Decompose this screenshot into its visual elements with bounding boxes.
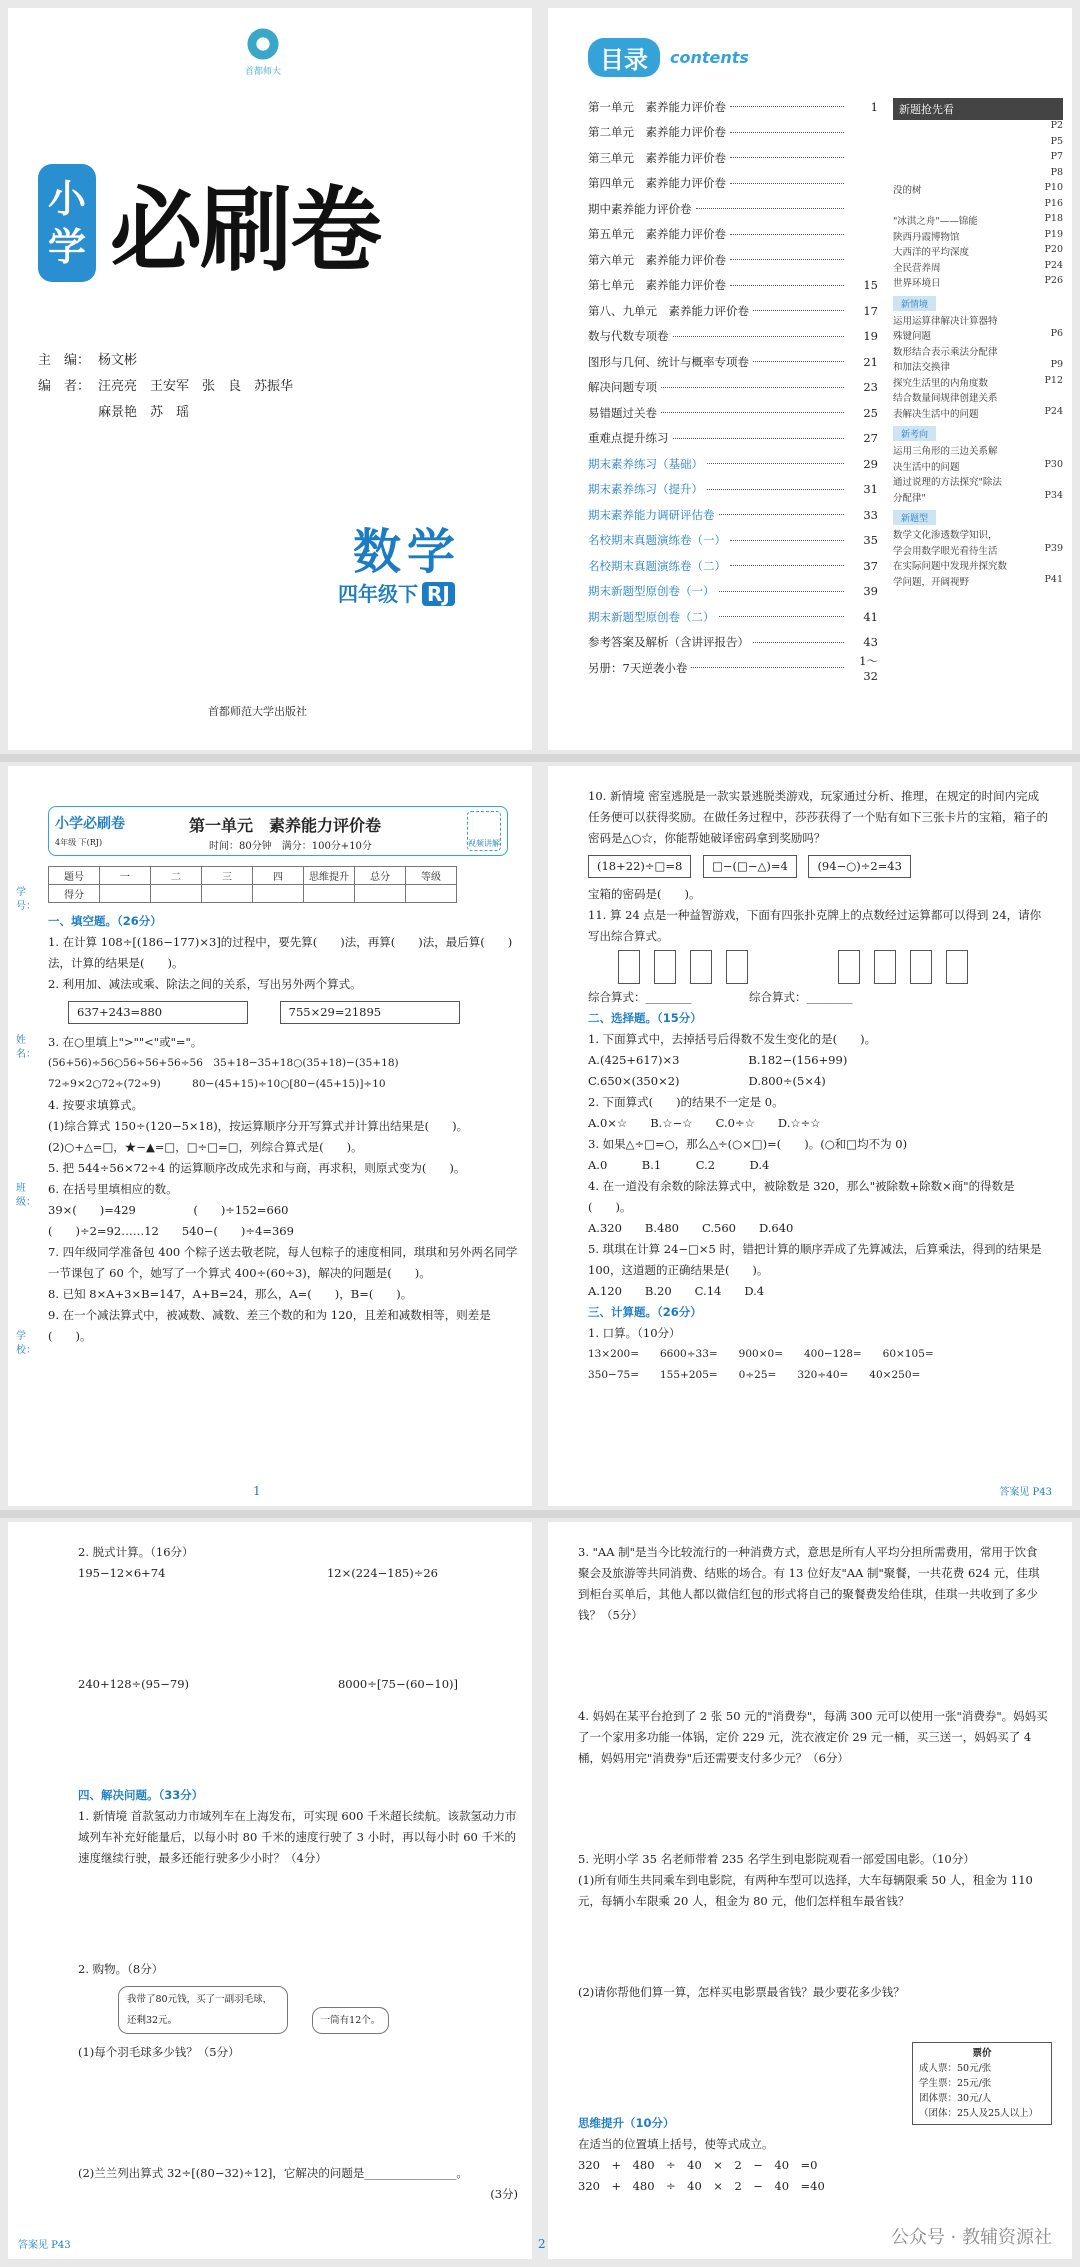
toc-item-page: 29 — [863, 456, 878, 471]
side-label: 学号： — [16, 887, 36, 912]
toc-dots — [707, 489, 844, 490]
toc-item-title: 期末新题型原创卷（一） — [588, 584, 715, 599]
tag-new-type: 新题型 — [893, 510, 936, 525]
question: 1. 在计算 108÷[(186−177)×3]的过程中，要先算( )法，再算( )法，最后算( )法，计算的结果是( )。 — [48, 935, 513, 970]
toc-highlight-row — [893, 359, 1063, 375]
exam-page-4 — [548, 1522, 1072, 2259]
highlight-text: 在实际问题中发现并探究数 — [893, 561, 1008, 572]
speech-bubble: 我带了80元钱，买了一副羽毛球，还剩32元。 — [118, 1986, 288, 2034]
equation-box: 755×29=21895 — [280, 1001, 460, 1024]
choices: A.0 B.1 C.2 D.4 — [588, 1158, 770, 1172]
toc-highlight-row — [893, 390, 1063, 406]
toc-item-title: 第五单元 素养能力评价卷 — [588, 227, 726, 242]
toc-highlight-row — [893, 490, 1063, 506]
toc-item[interactable] — [588, 94, 878, 120]
question: 5. 把 544÷56×72÷4 的运算顺序改成先求和与商，再求积，则原式变为( )。 — [48, 1161, 466, 1175]
card-icon — [690, 950, 712, 984]
question: 4. 妈妈在某平台抢到了 2 张 50 元的"消费券"，每满 300 元可以使用一张"消费券"。妈妈买了一个家用多功能一体锅，定价 229 元，洗衣液定价 29 元一桶，买三送一，妈妈买了 4 桶，妈妈用完"消费券"后还需要支付多少元？（6分） — [578, 1709, 1048, 1765]
highlight-page: P5 — [1050, 135, 1063, 147]
toc-item-title: 期中素养能力评价卷 — [588, 201, 692, 216]
toc-highlight-row — [893, 344, 1063, 360]
toc-item[interactable] — [588, 273, 878, 299]
question: 在适当的位置填上括号，使等式成立。 — [578, 2137, 774, 2151]
equation-box: 637+243=880 — [68, 1001, 248, 1024]
flower-icon — [245, 26, 281, 62]
score-header: 等级 — [406, 867, 457, 885]
question: 1. 新情境 首款氢动力市域列车在上海发布，可实现 600 千米超长续航。该款氢动力市域列车补充好能量后，以每小时 80 千米的速度行驶了 3 小时，再以每小时 60 千米的速度继续行驶，最多还能行驶多少小时？（4分） — [78, 1809, 517, 1865]
toc-highlight-row — [893, 182, 1063, 198]
question: 4. 按要求填算式。 — [48, 1098, 144, 1112]
highlight-page: P41 — [1044, 573, 1063, 585]
expression: 195−12×6+74 — [78, 1566, 166, 1580]
toc-highlight-row — [893, 443, 1063, 459]
card-icon — [838, 950, 860, 984]
question-line: 39×( )=429 ( )÷152=660 — [48, 1203, 289, 1217]
highlight-page: P18 — [1044, 213, 1063, 224]
editors — [38, 348, 293, 426]
toc-highlight-row — [893, 229, 1063, 245]
highlight-text: 探究生活里的内角度数 — [893, 377, 989, 389]
toc-highlights — [893, 98, 1063, 589]
toc-item[interactable] — [588, 528, 878, 554]
toc-item-title: 重难点提升练习 — [588, 431, 669, 446]
brand-label: 小学必刷卷 — [55, 816, 125, 832]
highlight-text: 大西洋的平均深度 — [893, 247, 970, 258]
highlight-page: P26 — [1044, 275, 1063, 286]
question: 5. 琪琪在计算 24−□×5 时，错把计算的顺序弄成了先算减法，后算乘法，得到的结果是 100，这道题的正确结果是( )。 — [588, 1242, 1042, 1277]
poker-cards — [588, 947, 1048, 987]
question: 1. 下面算式中，去掉括号后得数不发生变化的是( )。 — [588, 1032, 877, 1046]
highlight-text: 殊键问题 — [893, 331, 932, 342]
questions — [78, 1542, 518, 2205]
editor-name: 杨文彬 — [98, 353, 138, 368]
highlight-text: 表解决生活中的问题 — [893, 408, 979, 420]
toc-dots — [696, 208, 845, 209]
toc-highlight-row — [893, 167, 1063, 183]
tag-new-context: 新情境 — [893, 296, 936, 311]
highlight-page: P19 — [1044, 228, 1063, 240]
toc-item-page: 39 — [863, 584, 878, 599]
toc-item-page: 35 — [863, 533, 878, 548]
highlight-text: 陕西丹霞博物馆 — [893, 231, 960, 243]
toc-highlight-row — [893, 260, 1063, 276]
toc-item[interactable] — [588, 553, 878, 579]
score-header: 思维提升 — [304, 867, 355, 885]
toc-item-page: 27 — [863, 431, 878, 446]
toc-item-title: 第二单元 素养能力评价卷 — [588, 125, 726, 140]
highlight-text: 数学文化渗透数学知识， — [893, 530, 998, 541]
toc-item[interactable] — [588, 324, 878, 350]
toc-item-page: 33 — [863, 507, 878, 522]
highlight-text: 没的树 — [893, 185, 922, 196]
toc-item-title: 易错题过关卷 — [588, 405, 657, 420]
card-icon — [874, 950, 896, 984]
toc-highlight-row — [893, 198, 1063, 214]
question-line: 72÷9×2○72÷(72÷9) 80−(45+15)÷10○[80−(45+15)]÷10 — [48, 1078, 386, 1090]
toc-highlight-row — [893, 406, 1063, 422]
score-note: (3分) — [490, 2187, 518, 2201]
new-question-badge: 新题抢先看 — [893, 98, 1063, 120]
ticket-line: （团体：25人及25人以上） — [919, 2108, 1039, 2119]
toc-item-title: 期末新题型原创卷（二） — [588, 609, 715, 624]
exam-page-3 — [8, 1522, 546, 2259]
toc-dots — [673, 438, 845, 439]
toc-item[interactable] — [588, 655, 878, 681]
section-title: 二、选择题。（15分） — [588, 1011, 702, 1025]
toc-highlight-row — [893, 136, 1063, 152]
highlight-page: P24 — [1044, 259, 1063, 271]
highlight-text: 和加法交换律 — [893, 362, 951, 373]
expression: 240+128÷(95−79) — [78, 1677, 190, 1691]
toc-item[interactable] — [588, 171, 878, 197]
highlight-text: 决生活中的问题 — [893, 461, 960, 473]
toc-highlight-row — [893, 313, 1063, 329]
authors-label: 编 者： — [38, 379, 91, 394]
questions — [588, 786, 1048, 1386]
toc-highlight-row — [893, 543, 1063, 559]
question: 3. 在○里填上">""<"或"="。 — [48, 1035, 203, 1049]
toc-highlight-row — [893, 244, 1063, 260]
student-info — [16, 886, 34, 1478]
equation: 320 + 480 ÷ 40 × 2 − 40 =40 — [578, 2179, 825, 2193]
edition-badge: RJ — [422, 582, 455, 606]
question: 2. 购物。（8分） — [78, 1962, 164, 1976]
question-line: 综合算式：________ 综合算式：________ — [588, 990, 853, 1004]
question: 11. 算 24 点是一种益智游戏，下面有四张扑克牌上的点数经过运算都可以得到 24，请你写出综合算式。 — [588, 908, 1042, 943]
toc-item[interactable] — [588, 247, 878, 273]
page-number: 2 — [538, 2237, 546, 2251]
highlight-text: 分配律" — [893, 492, 926, 504]
toc-item-page: 17 — [863, 303, 878, 318]
highlight-text: 数形结合表示乘法分配律 — [893, 346, 998, 358]
toc-highlight-row — [893, 459, 1063, 475]
score-header: 四 — [253, 867, 304, 885]
publisher-name: 首都师范大学出版社 — [208, 705, 307, 718]
question-line: 350−75= 155+205= 0÷25= 320÷40= 40×250= — [588, 1369, 921, 1381]
toc-item-page: 1 — [870, 99, 878, 114]
highlight-page: P7 — [1050, 151, 1063, 162]
toc-item-title: 另册：7天逆袭小卷 — [588, 660, 688, 675]
toc-title: 目录 — [588, 38, 660, 77]
authors-line: 汪亮亮 王安军 张 良 苏振华 — [98, 379, 294, 394]
toc-dots — [730, 157, 844, 158]
highlight-page: P10 — [1044, 182, 1063, 193]
card-icon — [910, 950, 932, 984]
toc-item-page: 25 — [863, 405, 878, 420]
score-header: 一 — [100, 867, 151, 885]
toc-highlight-row — [893, 151, 1063, 167]
toc-dots — [719, 514, 845, 515]
answer-ref: 答案见 P43 — [999, 1487, 1052, 1498]
question-line: (56+56)÷56○56÷56+56÷56 35+18−35+18○(35+18)−(35+18) — [48, 1057, 399, 1069]
toc-dots — [753, 310, 844, 311]
toc-item-title: 第七单元 素养能力评价卷 — [588, 278, 726, 293]
exam-page-1 — [8, 766, 532, 1506]
score-header: 三 — [202, 867, 253, 885]
highlight-text: 运用三角形的三边关系解 — [893, 446, 998, 457]
exam-header — [48, 806, 508, 856]
toc-list — [588, 94, 878, 681]
toc-item-page: 41 — [863, 609, 878, 624]
editor-label: 主 编： — [38, 353, 91, 368]
toc-dots — [730, 183, 844, 184]
highlight-text: 运用运算律解决计算器特 — [893, 315, 998, 327]
toc-item[interactable] — [588, 630, 878, 656]
toc-highlight-row — [893, 574, 1063, 590]
toc-dots — [719, 616, 845, 617]
publisher-logo — [238, 26, 288, 86]
highlight-text: 全民营养周 — [893, 262, 941, 274]
toc-item-page: 31 — [863, 482, 878, 497]
question: 2. 利用加、减法或乘、除法之间的关系，写出另外两个算式。 — [48, 977, 362, 991]
toc-item-title: 解决问题专项 — [588, 380, 657, 395]
card: (94−○)÷2=43 — [808, 855, 911, 878]
toc-item-title: 第六单元 素养能力评价卷 — [588, 252, 726, 267]
toc-highlight-row — [893, 120, 1063, 136]
unit-title: 第一单元 素养能力评价卷 — [189, 816, 382, 835]
speech-bubble: 一筒有12个。 — [312, 2007, 390, 2034]
toc-item-title: 第一单元 素养能力评价卷 — [588, 99, 726, 114]
watermark: 公众号 · 教辅资源社 — [890, 2227, 1052, 2248]
page-number: 1 — [253, 1484, 261, 1498]
toc-item-title: 期末素养能力调研评估卷 — [588, 507, 715, 522]
score-row-label: 得分 — [49, 885, 100, 903]
toc-item[interactable] — [588, 400, 878, 426]
toc-item-title: 数与代数专项卷 — [588, 329, 669, 344]
cover-title — [38, 158, 380, 288]
card-icon — [946, 950, 968, 984]
toc-dots — [661, 387, 844, 388]
toc-dots — [661, 412, 844, 413]
toc-item-title: 期末素养练习（基础） — [588, 456, 703, 471]
tag-char: 学 — [47, 225, 86, 269]
toc-item-title: 第三单元 素养能力评价卷 — [588, 150, 726, 165]
choices: A.(425+617)×3 B.182−(156+99) — [588, 1053, 848, 1067]
toc-dots — [730, 285, 844, 286]
toc-highlight-row — [893, 375, 1063, 391]
toc-item[interactable] — [588, 579, 878, 605]
toc-item-page: 43 — [863, 635, 878, 650]
question-line: (1)每个羽毛球多少钱？（5分） — [78, 2045, 240, 2059]
toc-item-page: 1～32 — [859, 653, 878, 683]
card-icon — [726, 950, 748, 984]
equation: 320 + 480 ÷ 40 × 2 − 40 =0 — [578, 2158, 818, 2172]
toc-dots — [691, 667, 844, 668]
toc-dots — [719, 591, 845, 592]
toc-item[interactable] — [588, 426, 878, 452]
question: 1. 口算。（10分） — [588, 1326, 681, 1340]
exam-time: 时间：80分钟 满分：100分+10分 — [209, 841, 372, 852]
grade-text: 四年级下 — [338, 582, 418, 606]
toc-item-page: 37 — [863, 558, 878, 573]
score-header: 题号 — [49, 867, 100, 885]
card: (18+22)÷□=8 — [588, 855, 691, 878]
cover-page — [8, 8, 532, 750]
question-line: (2)请你帮他们算一算，怎样买电影票最省钱？最少要花多少钱？ — [578, 1985, 905, 1999]
highlight-page: P30 — [1044, 458, 1063, 470]
question: 2. 脱式计算。（16分） — [78, 1545, 194, 1559]
logo-text: 首都师大 — [244, 67, 281, 77]
toc-dots — [730, 106, 844, 107]
toc-highlight-row — [893, 213, 1063, 229]
toc-item[interactable] — [588, 145, 878, 171]
ticket-line: 学生票：25元/张 — [919, 2078, 992, 2089]
primary-school-tag — [38, 164, 96, 282]
toc-dots — [707, 463, 844, 464]
question-line: 13×200= 6600÷33= 900×0= 400−128= 60×105= — [588, 1348, 934, 1360]
question: 4. 在一道没有余数的除法算式中，被除数是 320，那么"被除数+除数×商"的得数是( )。 — [588, 1179, 1015, 1214]
highlight-text: 结合数量间规律创建关系 — [893, 393, 998, 404]
question: 3. "AA 制"是当今比较流行的一种消费方式，意思是所有人平均分担所需费用，常用于饮食聚会及旅游等共同消费、结账的场合。有 13 位好友"AA 制"聚餐，一共花费 624 元，佳琪到柜台买单后，其他人都以微信红包的形式将自己的聚餐费发给佳琪，佳琪一共收到了多少钱？（5分） — [578, 1545, 1040, 1622]
toc-item-title: 名校期末真题演练卷（二） — [588, 558, 726, 573]
authors-line: 麻景艳 苏 瑶 — [98, 405, 190, 420]
highlight-text: 学会用数学眼光看待生活 — [893, 545, 998, 557]
toc-item[interactable] — [588, 298, 878, 324]
toc-item[interactable] — [588, 451, 878, 477]
card: □−(□−△)=4 — [703, 855, 797, 878]
question: 10. 新情境 密室逃脱是一款实景逃脱类游戏，玩家通过分析、推理，在规定的时间内完成任务便可以获得奖励。在做任务过程中，莎莎获得了一个贴有如下三张卡片的宝箱，箱子的密码是△○☆，你能帮她破译密码拿到奖励吗？ — [588, 789, 1048, 845]
toc-item[interactable] — [588, 349, 878, 375]
toc-dots — [730, 234, 844, 235]
section-title: 一、填空题。（26分） — [48, 914, 162, 928]
subject-title: 数学 — [353, 524, 462, 580]
toc-dots — [730, 565, 844, 566]
choices: A.0×☆ B.☆−☆ C.0÷☆ D.☆÷☆ — [588, 1116, 821, 1130]
question: 5. 光明小学 35 名老师带着 235 名学生到电影院观看一部爱国电影。（10分） — [578, 1852, 975, 1866]
highlight-text: 学问题，开阔视野 — [893, 576, 970, 588]
toc-dots — [753, 361, 844, 362]
question: 2. 下面算式( )的结果不一定是 0。 — [588, 1095, 784, 1109]
highlight-page: P2 — [1050, 120, 1063, 131]
section-title: 四、解决问题。（33分） — [78, 1788, 204, 1802]
question: 7. 四年级同学准备包 400 个粽子送去敬老院，每人包粽子的速度相同，琪琪和另外两名同学一节课包了 60 个，她写了一个算式 400÷(60÷3)，解决的问题是( )。 — [48, 1245, 518, 1280]
toc-item[interactable] — [588, 375, 878, 401]
question-line: (2)○+△=□，★−▲=□，□÷□=□，列综合算式是( )。 — [48, 1140, 363, 1154]
toc-dots — [753, 642, 844, 643]
toc-item[interactable] — [588, 120, 878, 146]
toc-item-page: 19 — [863, 329, 878, 344]
toc-item-title: 期末素养练习（提升） — [588, 482, 703, 497]
toc-item[interactable] — [588, 604, 878, 630]
ticket-line: 团体票：30元/人 — [919, 2093, 992, 2104]
toc-highlight-row — [893, 527, 1063, 543]
exam-page-2 — [548, 766, 1072, 1506]
expression: 8000÷[75−(60−10)] — [337, 1677, 458, 1691]
highlight-page: P9 — [1050, 359, 1063, 370]
toc-item-page: 23 — [863, 380, 878, 395]
question-line: ( )÷2=92……12 540−( )÷4=369 — [48, 1224, 294, 1238]
choices: A.120 B.20 C.14 D.4 — [588, 1284, 765, 1298]
question-line: 宝箱的密码是( )。 — [588, 887, 701, 901]
tag-char: 小 — [47, 177, 86, 221]
toc-dots — [673, 336, 845, 337]
toc-item-page: 21 — [863, 354, 878, 369]
score-header: 总分 — [355, 867, 406, 885]
toc-item[interactable] — [588, 477, 878, 503]
toc-highlight-row — [893, 474, 1063, 490]
toc-highlight-row — [893, 275, 1063, 291]
grade-tag: 4年级 下(RJ) — [55, 838, 103, 847]
toc-item-title: 第四单元 素养能力评价卷 — [588, 176, 726, 191]
highlight-page: P39 — [1044, 542, 1063, 554]
questions — [48, 911, 518, 1347]
highlight-page: P20 — [1044, 244, 1063, 255]
choices: A.320 B.480 C.560 D.640 — [588, 1221, 794, 1235]
toc-highlight-row — [893, 328, 1063, 344]
toc-dots — [730, 540, 844, 541]
side-label: 学校： — [16, 1331, 36, 1356]
toc-item-title: 名校期末真题演练卷（一） — [588, 533, 726, 548]
question-line: (2)兰兰列出算式 32÷[(80−32)÷12]，它解决的问题是________________。 — [78, 2166, 468, 2180]
divider — [0, 754, 1080, 762]
answer-ref: 答案见 P43 — [18, 2240, 71, 2251]
card-icon — [654, 950, 676, 984]
highlight-page: P8 — [1050, 166, 1063, 178]
toc-item[interactable] — [588, 502, 878, 528]
ticket-line: 成人票：50元/张 — [919, 2063, 992, 2074]
question-line: (1)所有师生共同乘车到电影院，有两种车型可以选择，大车每辆限乘 50 人，租金为 110 元，每辆小车限乘 20 人，租金为 80 元，他们怎样租车最省钱？ — [578, 1873, 1033, 1908]
tag-new-direction: 新考向 — [893, 426, 936, 441]
divider — [0, 1510, 1080, 1518]
side-label: 姓名： — [16, 1035, 36, 1060]
book-title: 必刷卷 — [110, 177, 381, 284]
toc-item-title: 图形与几何、统计与概率专项卷 — [588, 354, 749, 369]
section-title: 三、计算题。（26分） — [588, 1305, 702, 1319]
section-title: 思维提升（10分） — [578, 2116, 675, 2130]
toc-item-page: 15 — [863, 278, 878, 293]
ticket-title: 票价 — [972, 2048, 992, 2059]
toc-header — [588, 38, 749, 77]
highlight-page: P6 — [1050, 328, 1063, 339]
video-qr[interactable]: 视频讲解 — [467, 811, 501, 851]
question: 9. 在一个减法算式中，被减数、减数、差三个数的和为 120，且差和减数相等，则差是( )。 — [48, 1308, 491, 1343]
toc-page — [548, 8, 1072, 750]
highlight-page: P24 — [1044, 405, 1063, 417]
highlight-page: P12 — [1044, 374, 1063, 386]
question: 6. 在括号里填相应的数。 — [48, 1182, 178, 1196]
toc-title-en: contents — [670, 48, 749, 67]
highlight-text: 世界环境日 — [893, 278, 941, 289]
highlight-page: P16 — [1044, 197, 1063, 209]
toc-item[interactable] — [588, 196, 878, 222]
ticket-price-card — [912, 2042, 1052, 2125]
score-table — [48, 866, 457, 903]
highlight-page: P34 — [1044, 489, 1063, 501]
expression: 12×(224−185)÷26 — [326, 1566, 438, 1580]
choices: C.650×(350×2) D.800÷(5×4) — [588, 1074, 826, 1088]
question: 8. 已知 8×A+3×B=147，A+B=24，那么，A=( )，B=( )。 — [48, 1287, 413, 1301]
question: 3. 如果△÷□=○，那么△÷(○×□)=( )。(○和□均不为 0) — [588, 1137, 908, 1151]
toc-dots — [730, 259, 844, 260]
toc-dots — [730, 132, 844, 133]
grade-label — [338, 578, 455, 607]
toc-highlight-row — [893, 558, 1063, 574]
highlight-text: 通过说理的方法探究"除法 — [893, 477, 1002, 488]
score-header: 二 — [151, 867, 202, 885]
highlight-text: "冰淇之舟"——锦能 — [893, 216, 978, 227]
toc-item[interactable] — [588, 222, 878, 248]
side-label: 班级： — [16, 1183, 36, 1208]
question-line: (1)综合算式 150÷(120−5×18)，按运算顺序分开写算式并计算出结果是( )。 — [48, 1119, 469, 1133]
toc-item-title: 参考答案及解析（含讲评报告） — [588, 635, 749, 650]
toc-item-title: 第八、九单元 素养能力评价卷 — [588, 303, 749, 318]
card-icon — [618, 950, 640, 984]
